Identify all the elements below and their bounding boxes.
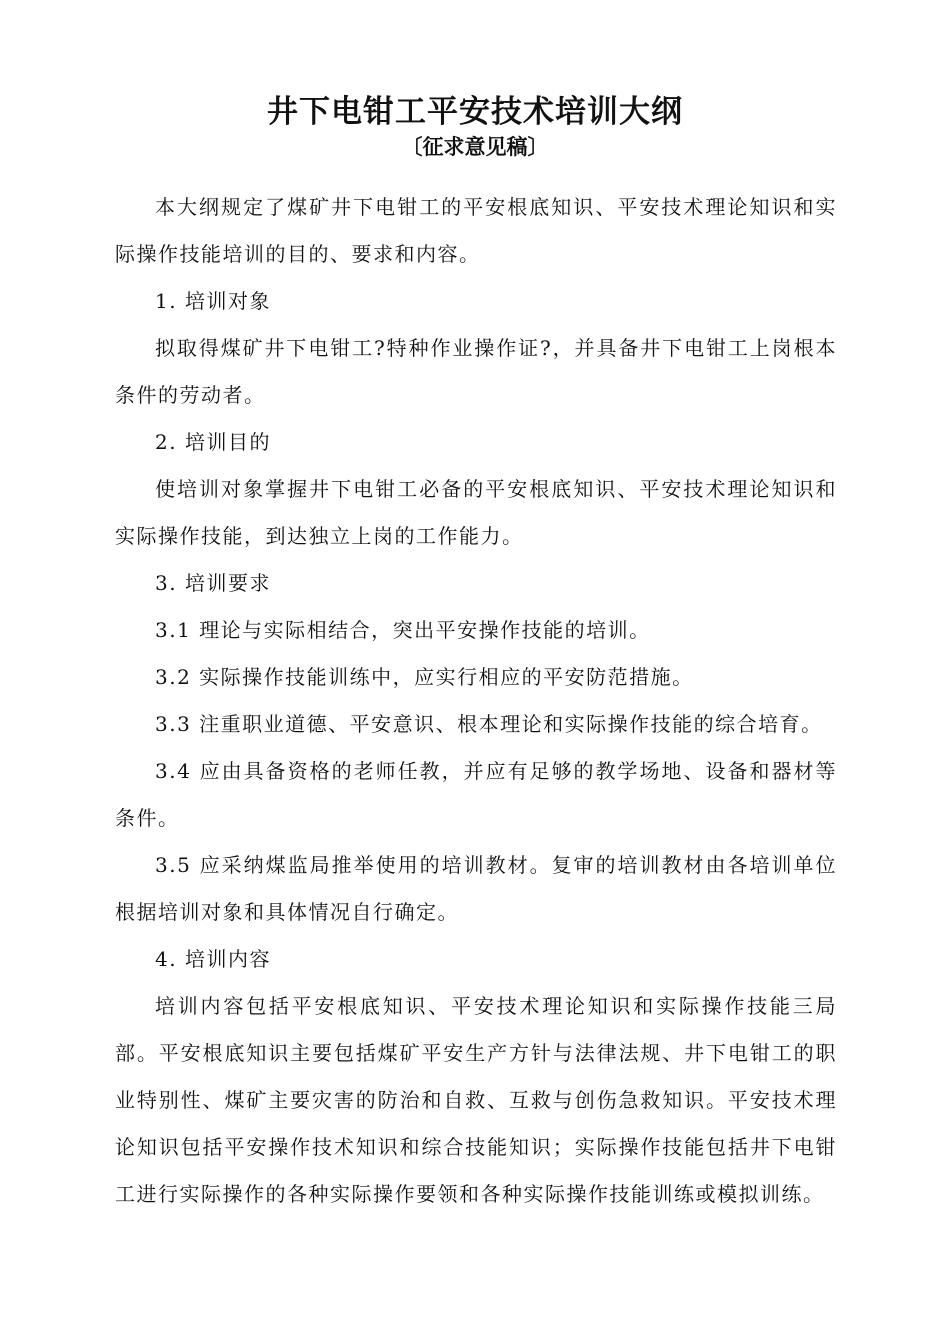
requirement-item: 3.2 实际操作技能训练中，应实行相应的平安防范措施。 — [155, 665, 694, 689]
section-heading-training-content: 4. 培训内容 — [155, 947, 271, 971]
training-purpose-paragraph: 使培训对象掌握井下电钳工必备的平安根底知识、平安技术理论知识和实际操作技能，到达独立上岗的工作能力。 — [115, 477, 837, 548]
training-target-paragraph: 拟取得煤矿井下电钳工?特种作业操作证?，并具备井下电钳工上岗根本条件的劳动者。 — [115, 336, 837, 407]
requirement-item: 3.3 注重职业道德、平安意识、根本理论和实际操作技能的综合培育。 — [155, 712, 823, 736]
document-body — [115, 184, 837, 1218]
document-subtitle: 〔征求意见稿〕 — [401, 135, 549, 159]
requirement-item: 3.4 应由具备资格的老师任教，并应有足够的教学场地、设备和器材等条件。 — [115, 759, 837, 830]
intro-paragraph: 本大纲规定了煤矿井下电钳工的平安根底知识、平安技术理论知识和实际操作技能培训的目的、要求和内容。 — [115, 195, 837, 266]
requirement-item: 3.1 理论与实际相结合，突出平安操作技能的培训。 — [155, 618, 651, 642]
section-heading-training-target: 1. 培训对象 — [155, 289, 271, 313]
section-heading-training-purpose: 2. 培训目的 — [155, 430, 271, 454]
requirement-item: 3.5 应采纳煤监局推举使用的培训教材。复审的培训教材由各培训单位根据培训对象和具体情况自行确定。 — [115, 853, 837, 924]
section-heading-training-requirements: 3. 培训要求 — [155, 571, 271, 595]
document-title: 井下电钳工平安技术培训大纲 — [267, 94, 683, 130]
training-content-paragraph: 培训内容包括平安根底知识、平安技术理论知识和实际操作技能三局部。平安根底知识主要包括煤矿平安生产方针与法律法规、井下电钳工的职业特别性、煤矿主要灾害的防治和自救、互救与创伤急救知识。平安技术理论知识包括平安操作技术知识和综合技能知识；实际操作技能包括井下电钳工进行实际操作的各种实际操作要领和各种实际操作技能训练或模拟训练。 — [115, 994, 837, 1206]
